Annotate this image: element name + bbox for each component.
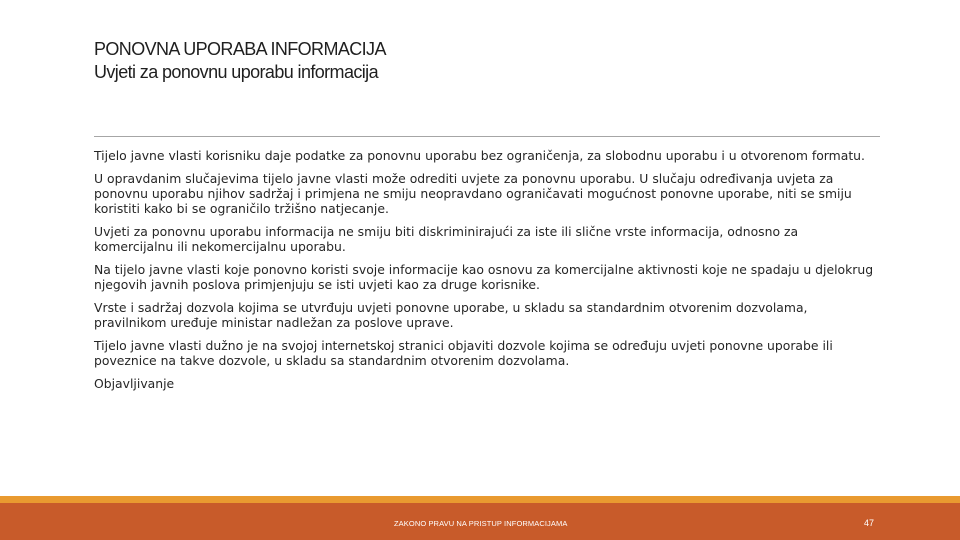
footer-text: ZAKONO PRAVU NA PRISTUP INFORMACIJAMA bbox=[394, 519, 568, 528]
slide-subtitle: Uvjeti za ponovnu uporabu informacija bbox=[94, 62, 378, 82]
page-number: 47 bbox=[863, 518, 874, 528]
slide-title bbox=[94, 38, 894, 84]
paragraph-heading: Objavljivanje bbox=[94, 376, 175, 391]
footer-accent-band bbox=[0, 496, 960, 503]
paragraph: Tijelo javne vlasti korisniku daje podatke za ponovnu uporabu bez ograničenja, za slobodnu uporabu i u otvorenom formatu. bbox=[94, 148, 865, 163]
paragraph: Uvjeti za ponovnu uporabu informacija ne smiju biti diskriminirajući za iste ili slične vrste informacija, odnosno za komercijalnu ili nekomercijalnu uporabu. bbox=[94, 224, 799, 254]
slide-body bbox=[94, 148, 878, 399]
slide-title-line-1: PONOVNA UPORABA INFORMACIJA bbox=[94, 39, 386, 59]
paragraph: Tijelo javne vlasti dužno je na svojoj internetskoj stranici objaviti dozvole kojima se određuju uvjeti ponovne uporabe ili poveznice na takve dozvole, u skladu sa standardnim otvorenim dozvolama. bbox=[94, 338, 833, 368]
paragraph: U opravdanim slučajevima tijelo javne vlasti može odrediti uvjete za ponovnu uporabu. U slučaju određivanja uvjeta za ponovnu uporabu njihov sadržaj i primjena ne smiju neopravdano ograničavati mogućnost ponovne uporabe, niti se smiju koristiti kako bi se ograničilo tržišno natjecanje. bbox=[94, 171, 852, 216]
paragraph: Vrste i sadržaj dozvola kojima se utvrđuju uvjeti ponovne uporabe, u skladu sa standardnim otvorenim dozvolama, pravilnikom uređuje ministar nadležan za poslove uprave. bbox=[94, 300, 808, 330]
title-divider bbox=[94, 136, 880, 137]
paragraph: Na tijelo javne vlasti koje ponovno koristi svoje informacije kao osnovu za komercijalne aktivnosti koje ne spadaju u djelokrug njegovih javnih poslova primjenjuju se isti uvjeti kao za druge korisnike. bbox=[94, 262, 874, 292]
